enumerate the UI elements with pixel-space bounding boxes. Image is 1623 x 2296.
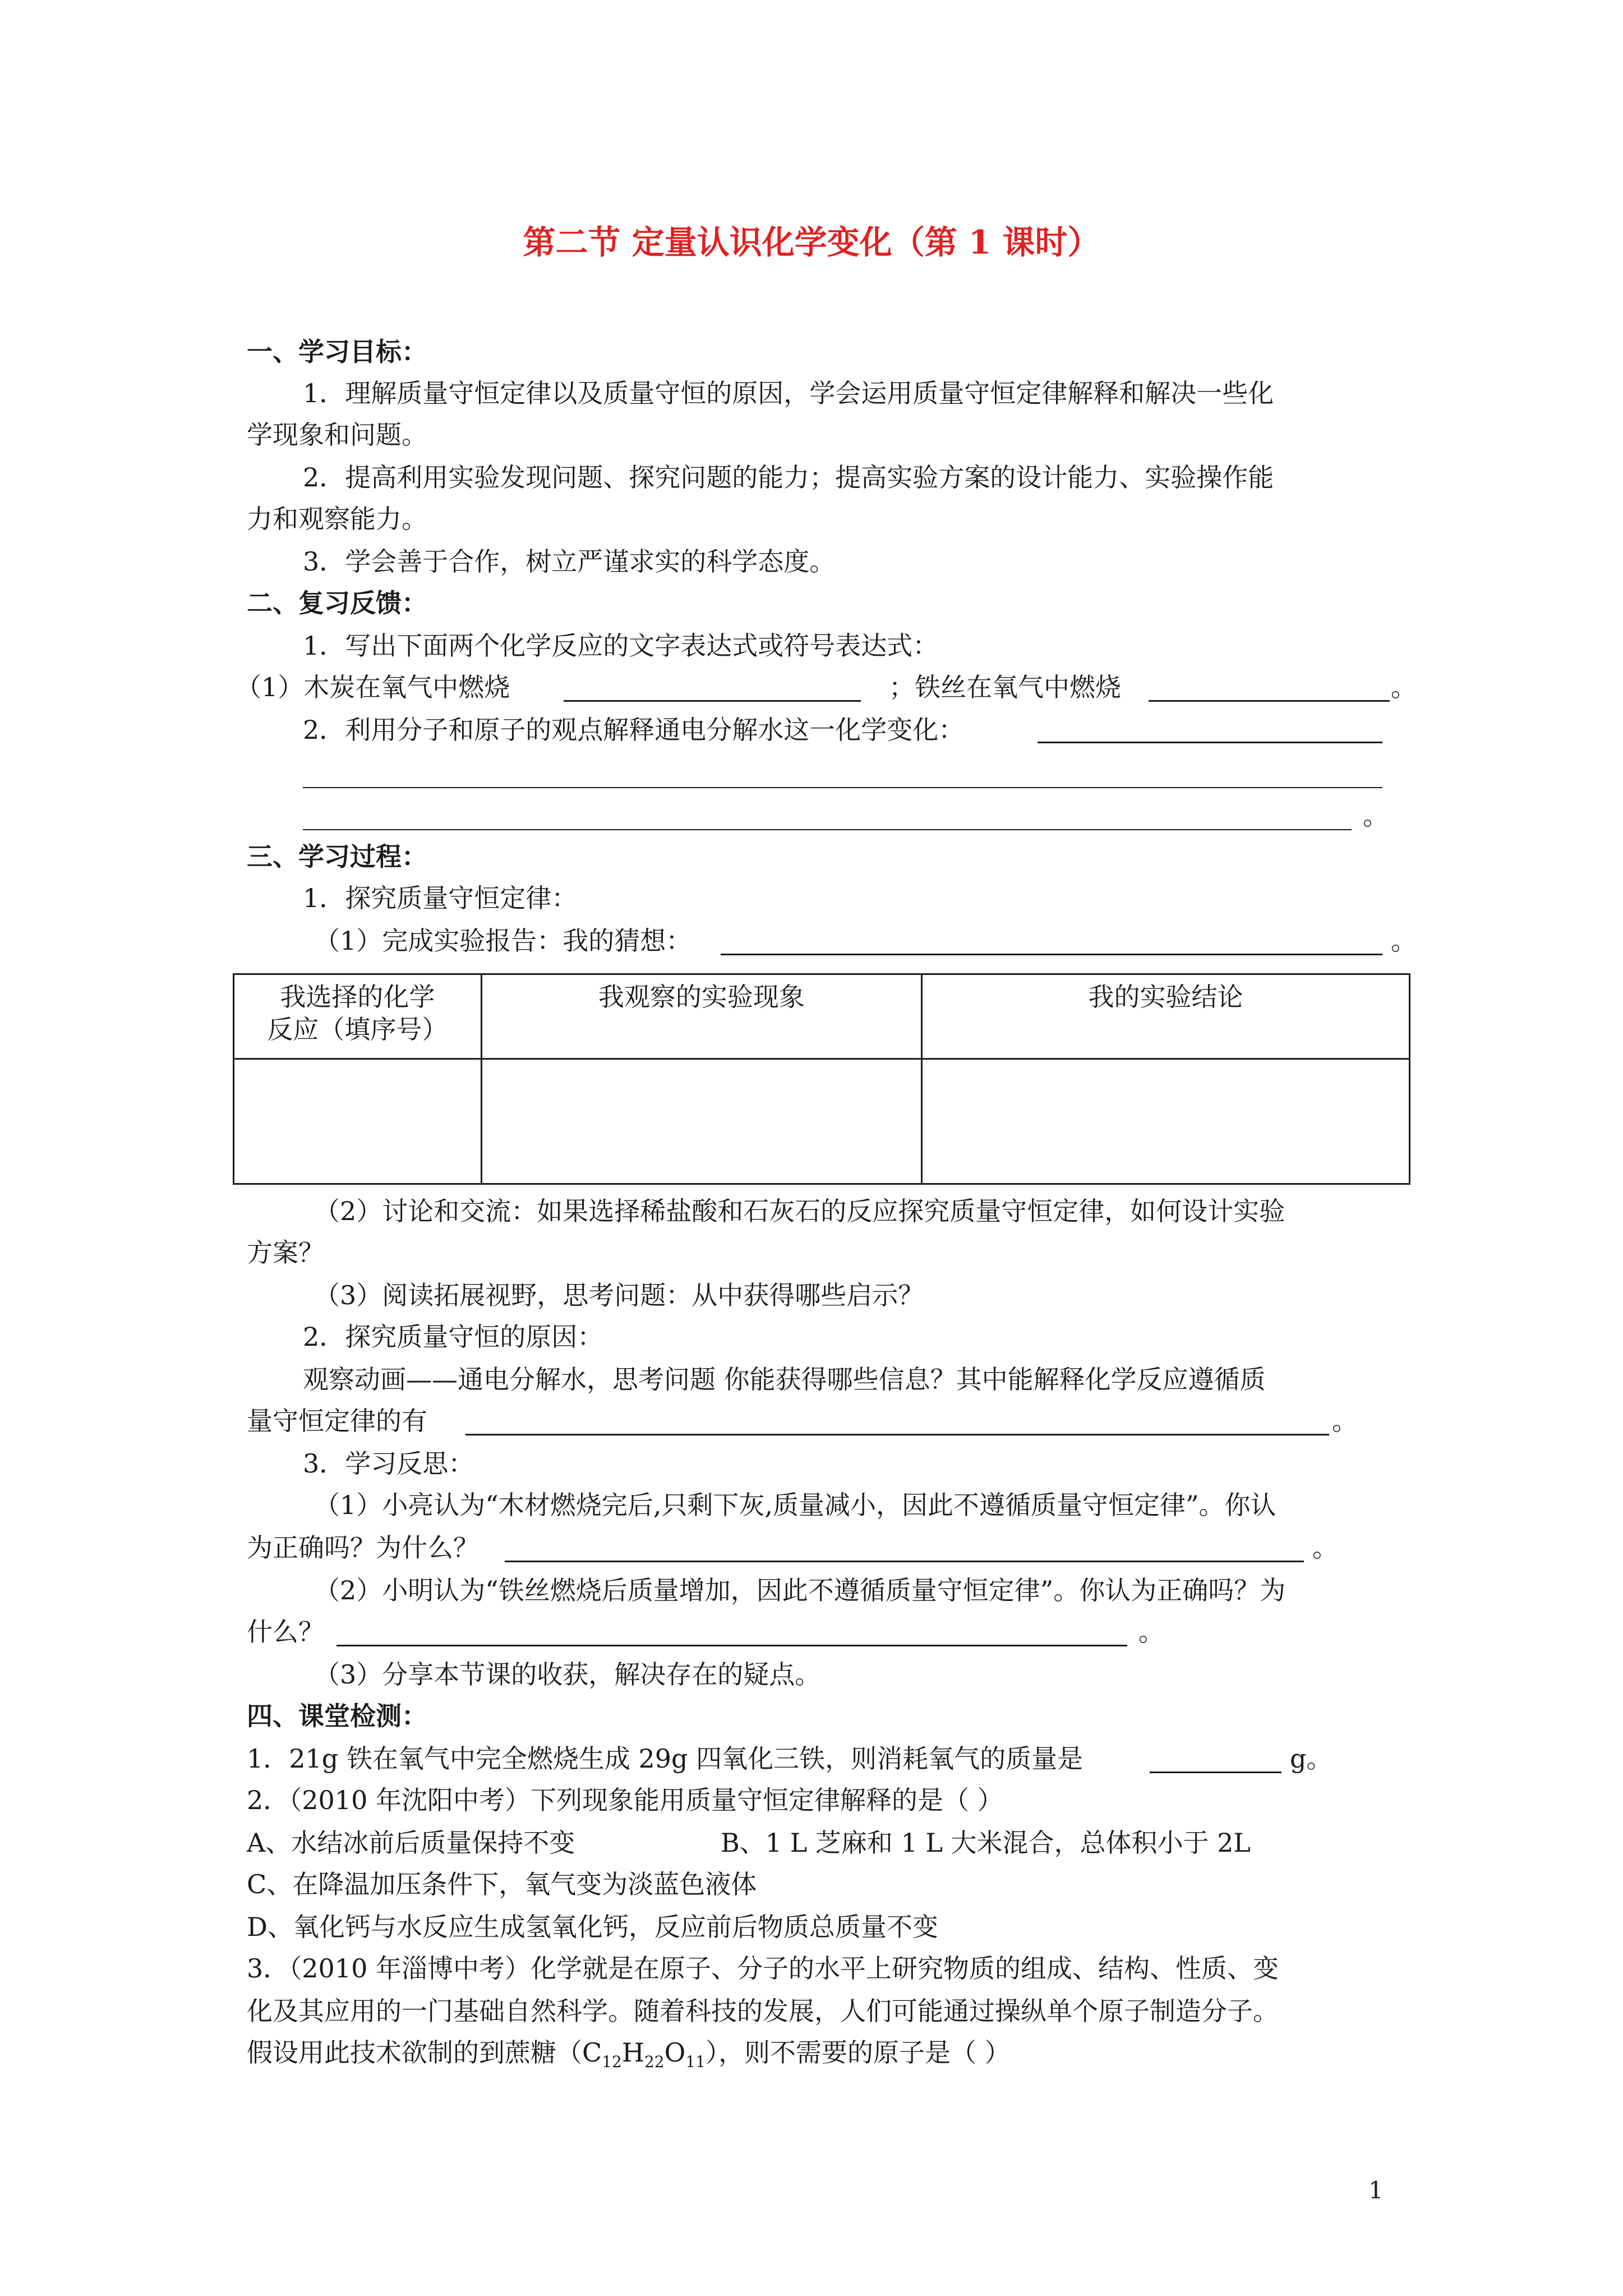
table-cell-phenomenon[interactable]	[481, 1059, 921, 1184]
process-item-1-3: （3）阅读拓展视野，思考问题：从中获得哪些启示？	[314, 1280, 924, 1310]
experiment-report-table	[233, 973, 1410, 1185]
process-item-2-line-2: 量守恒定律的有	[247, 1406, 427, 1436]
period: 。	[1363, 800, 1389, 831]
answer-blank-charcoal[interactable]	[564, 700, 861, 702]
q3-text-before-formula: 假设用此技术欲制的到蔗糖（C	[247, 2037, 602, 2068]
period: 。	[1332, 1406, 1358, 1436]
table-header-row	[234, 974, 1410, 1059]
answer-blank-explain[interactable]	[465, 1434, 1329, 1435]
process-item-2-line-1: 观察动画——通电分解水，思考问题 你能获得哪些信息？其中能解释化学反应遵循质	[303, 1364, 1266, 1395]
process-item-2: 2．探究质量守恒的原因：	[303, 1322, 603, 1352]
check-question-3-line-2: 化及其应用的一门基础自然科学。随着科技的发展，人们可能通过操纵单个原子制造分子。	[247, 1996, 1279, 2026]
formula-o: O	[664, 2037, 686, 2068]
answer-line-q2-2[interactable]	[303, 787, 1382, 788]
section-heading-objectives: 一、学习目标：	[247, 337, 427, 367]
answer-blank-guess[interactable]	[721, 954, 1382, 955]
sub-11: 11	[685, 2053, 706, 2072]
check-question-1-unit: g。	[1290, 1743, 1332, 1774]
table-cell-reaction[interactable]	[234, 1059, 482, 1184]
answer-blank-q2-1[interactable]	[1038, 742, 1382, 743]
page-title: 第二节 定量认识化学变化（第 1 课时）	[523, 223, 1100, 261]
reflection-2-line-1: （2）小明认为“铁丝燃烧后质量增加，因此不遵循质量守恒定律”。你认为正确吗？为	[314, 1575, 1286, 1605]
process-item-1-2-line-1: （2）讨论和交流：如果选择稀盐酸和石灰石的反应探究质量守恒定律，如何设计实验	[314, 1196, 1285, 1226]
option-d[interactable]: D、氧化钙与水反应生成氢氧化钙，反应前后物质总质量不变	[247, 1912, 938, 1942]
review-q1-part-b: ；铁丝在氧气中燃烧	[889, 672, 1121, 702]
objective-2-line-2: 力和观察能力。	[247, 504, 427, 534]
reflection-1-line-1: （1）小亮认为“木材燃烧完后,只剩下灰,质量减小，因此不遵循质量守恒定律”。你认	[314, 1490, 1276, 1520]
table-header-conclusion: 我的实验结论	[922, 974, 1410, 1059]
answer-blank-iron-wire[interactable]	[1149, 700, 1390, 702]
process-item-1-2-line-2: 方案？	[247, 1237, 324, 1268]
check-question-3-line-3	[247, 2036, 1011, 2078]
sub-12: 12	[602, 2053, 622, 2072]
table-header-reaction-line-1: 我选择的化学	[280, 982, 435, 1012]
answer-blank-oxygen-mass[interactable]	[1150, 1772, 1281, 1773]
formula-h: H	[621, 2037, 644, 2068]
reflection-3: （3）分享本节课的收获，解决存在的疑点。	[314, 1659, 821, 1690]
answer-line-q2-3[interactable]	[303, 829, 1352, 830]
section-heading-review: 二、复习反馈：	[247, 588, 427, 618]
objective-1-line-2: 学现象和问题。	[247, 420, 427, 450]
review-q1-part-a: （1）木炭在氧气中燃烧	[236, 672, 510, 702]
objective-2-line-1: 2．提高利用实验发现问题、探究问题的能力；提高实验方案的设计能力、实验操作能	[303, 462, 1274, 493]
table-row	[234, 1059, 1410, 1184]
review-question-2: 2．利用分子和原子的观点解释通电分解水这一化学变化：	[303, 715, 965, 745]
table-header-phenomenon: 我观察的实验现象	[481, 974, 921, 1059]
period: 。	[1312, 1533, 1338, 1563]
answer-blank-reflection-2[interactable]	[336, 1645, 1127, 1646]
period: 。	[1391, 672, 1417, 702]
check-question-2: 2．（2010 年沈阳中考）下列现象能用质量守恒定律解释的是（ ）	[247, 1785, 1003, 1815]
option-c[interactable]: C、在降温加压条件下，氧气变为淡蓝色液体	[247, 1869, 757, 1899]
reflection-2-line-2: 什么？	[247, 1617, 324, 1647]
objective-1-line-1: 1．理解质量守恒定律以及质量守恒的原因，学会运用质量守恒定律解释和解决一些化	[303, 378, 1274, 408]
section-heading-process: 三、学习过程：	[247, 841, 427, 872]
option-b[interactable]: B、1 L 芝麻和 1 L 大米混合，总体积小于 2L	[721, 1828, 1251, 1858]
process-item-1-1: （1）完成实验报告：我的猜想：	[314, 926, 692, 956]
table-header-reaction	[234, 974, 482, 1059]
table-header-reaction-line-2: 反应（填序号）	[267, 1014, 448, 1045]
reflection-1-line-2: 为正确吗？为什么？	[247, 1533, 479, 1563]
check-question-3-line-1: 3．（2010 年淄博中考）化学就是在原子、分子的水平上研究物质的组成、结构、性质、变	[247, 1953, 1279, 1984]
table-cell-conclusion[interactable]	[922, 1059, 1410, 1184]
process-item-3: 3．学习反思：	[303, 1448, 474, 1479]
objective-3: 3．学会善于合作，树立严谨求实的科学态度。	[303, 546, 836, 577]
review-question-1: 1．写出下面两个化学反应的文字表达式或符号表达式：	[303, 631, 939, 661]
period: 。	[1138, 1617, 1164, 1647]
option-a[interactable]: A、水结冰前后质量保持不变	[247, 1828, 575, 1858]
process-item-1: 1．探究质量守恒定律：	[303, 883, 578, 913]
q3-text-after-formula: ），则不需要的原子是（ ）	[705, 2037, 1011, 2068]
sub-22: 22	[644, 2053, 665, 2072]
page-number: 1	[1368, 2177, 1384, 2204]
answer-blank-reflection-1[interactable]	[505, 1561, 1304, 1562]
period: 。	[1391, 926, 1417, 956]
check-question-1: 1．21g 铁在氧气中完全燃烧生成 29g 四氧化三铁，则消耗氧气的质量是	[247, 1743, 1083, 1774]
section-heading-check: 四、课堂检测：	[247, 1701, 427, 1731]
